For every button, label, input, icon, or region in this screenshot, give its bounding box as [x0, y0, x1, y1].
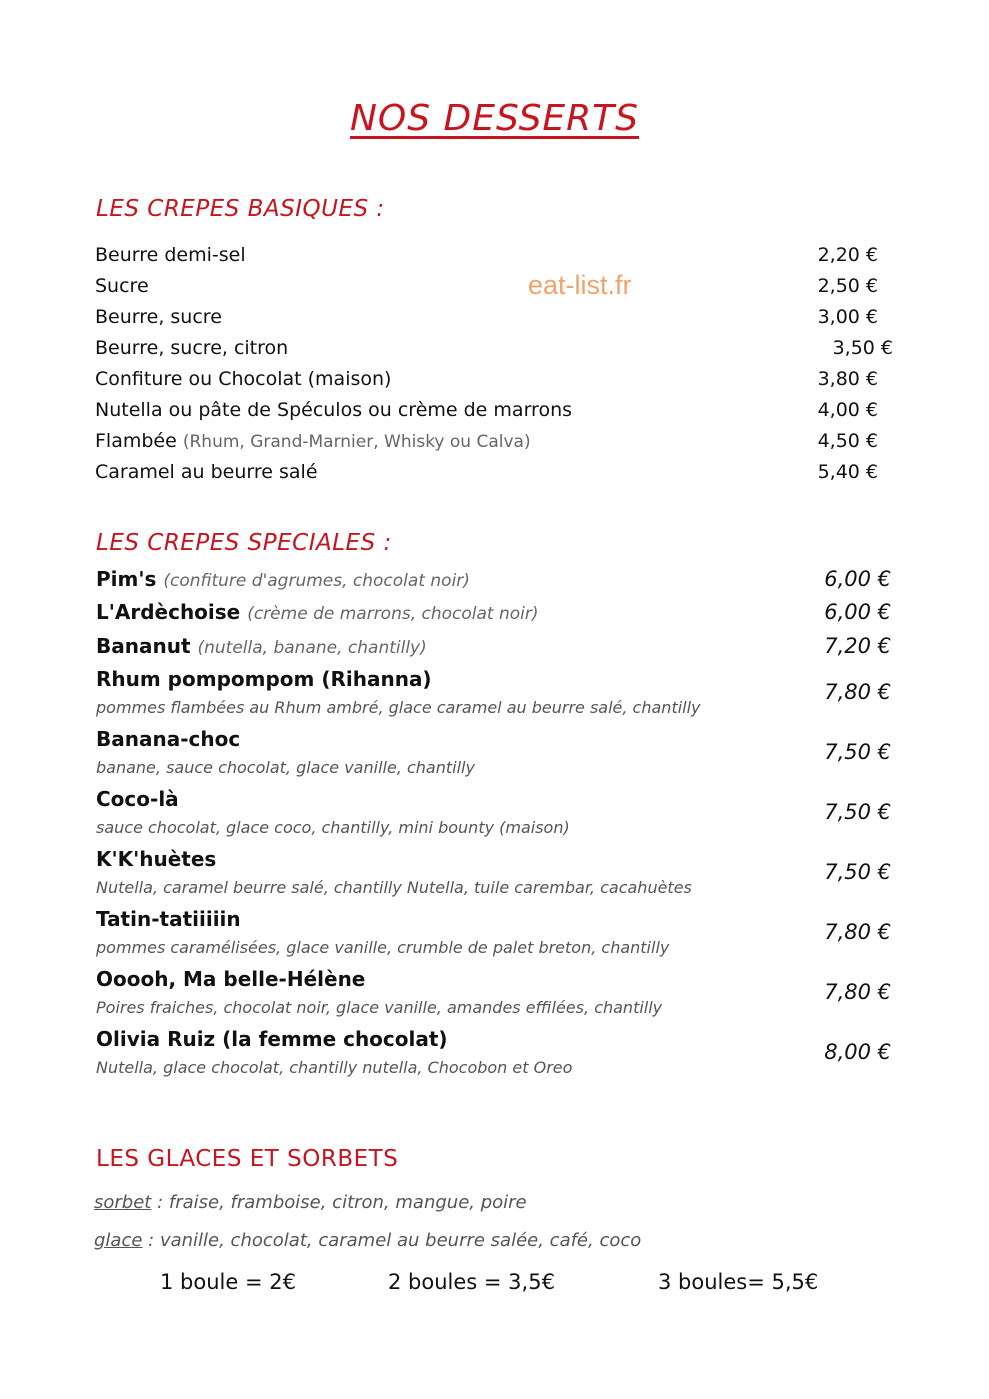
menu-item: Coco-là — [96, 787, 179, 811]
boule-price-2: 2 boules = 3,5€ — [388, 1270, 555, 1294]
menu-item-price: 4,50 € — [817, 430, 878, 452]
watermark: eat-list.fr — [528, 270, 632, 300]
menu-item: Pim's (confiture d'agrumes, chocolat noir) — [96, 567, 470, 591]
menu-item: Tatin-tatiiiiin — [96, 907, 241, 931]
section-title-glaces: LES GLACES ET SORBETS — [96, 1146, 399, 1172]
boule-price-1: 1 boule = 2€ — [160, 1270, 296, 1294]
menu-item-price: 6,00 € — [824, 567, 891, 591]
menu-item: Rhum pompompom (Rihanna) — [96, 667, 432, 691]
section-title-basiques: LES CREPES BASIQUES : — [96, 196, 385, 222]
menu-item-desc: sauce chocolat, glace coco, chantilly, mini bounty (maison) — [96, 818, 570, 837]
sorbet-label: sorbet — [94, 1192, 152, 1213]
section-title-speciales: LES CREPES SPECIALES : — [96, 530, 392, 556]
boule-price-3: 3 boules= 5,5€ — [658, 1270, 819, 1294]
menu-item-detail: (crème de marrons, chocolat noir) — [247, 604, 539, 624]
menu-item: L'Ardèchoise (crème de marrons, chocolat noir) — [96, 600, 539, 624]
menu-item-price: 8,00 € — [824, 1040, 891, 1064]
menu-item-price: 5,40 € — [817, 461, 878, 483]
menu-item: Beurre, sucre — [95, 306, 222, 328]
menu-item: Ooooh, Ma belle-Hélène — [96, 967, 366, 991]
menu-item-price: 3,50 € — [832, 337, 893, 359]
menu-item: Olivia Ruiz (la femme chocolat) — [96, 1027, 448, 1051]
sorbet-line: sorbet : fraise, framboise, citron, mangue, poire — [94, 1192, 527, 1213]
menu-item: K'K'huètes — [96, 847, 217, 871]
menu-item: Nutella ou pâte de Spéculos ou crème de marrons — [95, 399, 573, 421]
menu-item-desc: Poires fraiches, chocolat noir, glace vanille, amandes effilées, chantilly — [96, 998, 663, 1017]
menu-item: Flambée (Rhum, Grand-Marnier, Whisky ou Calva) — [95, 430, 531, 452]
menu-item-price: 2,50 € — [817, 275, 878, 297]
menu-item: Beurre demi-sel — [95, 244, 246, 266]
menu-item-price: 3,00 € — [817, 306, 878, 328]
glace-label: glace — [94, 1230, 143, 1251]
menu-item-price: 7,50 € — [824, 800, 891, 824]
menu-item-desc: Nutella, caramel beurre salé, chantilly Nutella, tuile carembar, cacahuètes — [96, 878, 692, 897]
menu-item-price: 7,80 € — [824, 920, 891, 944]
menu-item-desc: banane, sauce chocolat, glace vanille, chantilly — [96, 758, 475, 777]
menu-item: Confiture ou Chocolat (maison) — [95, 368, 392, 390]
menu-item-detail: (nutella, banane, chantilly) — [197, 638, 427, 658]
menu-item-price: 7,80 € — [824, 980, 891, 1004]
menu-item-detail: (confiture d'agrumes, chocolat noir) — [163, 571, 470, 591]
menu-item-desc: Nutella, glace chocolat, chantilly nutella, Chocobon et Oreo — [96, 1058, 573, 1077]
menu-item-price: 7,80 € — [824, 680, 891, 704]
menu-item-desc: pommes flambées au Rhum ambré, glace caramel au beurre salé, chantilly — [96, 698, 701, 717]
menu-item-price: 4,00 € — [817, 399, 878, 421]
page-title: NOS DESSERTS — [349, 98, 640, 139]
glace-line: glace : vanille, chocolat, caramel au beurre salée, café, coco — [94, 1230, 642, 1251]
menu-item: Banana-choc — [96, 727, 241, 751]
menu-item-price: 7,20 € — [824, 634, 891, 658]
menu-item-price: 7,50 € — [824, 740, 891, 764]
menu-item: Sucre — [95, 275, 149, 297]
menu-item-price: 2,20 € — [817, 244, 878, 266]
menu-item-desc: pommes caramélisées, glace vanille, crumble de palet breton, chantilly — [96, 938, 670, 957]
menu-item: Beurre, sucre, citron — [95, 337, 289, 359]
menu-item-price: 3,80 € — [817, 368, 878, 390]
menu-item-price: 7,50 € — [824, 860, 891, 884]
menu-item-detail: (Rhum, Grand-Marnier, Whisky ou Calva) — [182, 432, 531, 452]
menu-item: Caramel au beurre salé — [95, 461, 318, 483]
menu-item-price: 6,00 € — [824, 600, 891, 624]
menu-item: Bananut (nutella, banane, chantilly) — [96, 634, 427, 658]
